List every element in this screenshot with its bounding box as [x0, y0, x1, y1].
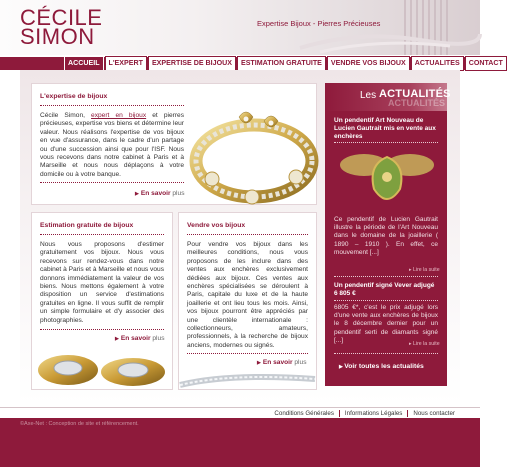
logo-line-1[interactable]: CÉCILE — [20, 5, 103, 30]
footer-link-conditions[interactable]: Conditions Générales — [274, 410, 334, 417]
actualites-column — [325, 83, 451, 386]
expertise-text-start: Cécile Simon, — [40, 112, 92, 119]
news-2-more-link[interactable] — [409, 341, 440, 347]
vendre-text: Pour vendre vos bijoux dans les meilleures conditions, nous vous proposons de les inclure dans des ventes aux enchères exclusivement dédiées aux bijoux. Ces ventes aux enchères spécialisées se déroulent à Paris, capitale du luxe et de la haute joaillerie et ont lieu tous les mois. Ainsi, vos bijoux pourront être appréciés par une clientèle internationale : collectionneurs, amateurs, professionnels, à la recherche de bijoux anciens, modernes ou signés. — [187, 241, 308, 349]
divider — [334, 300, 438, 301]
read-more-label: Lire la suite — [413, 341, 440, 347]
expertise-text-rest: et pierres précieuses, expertise vos biens et détermine leur valeur. Nous réalisons l'expertise de vos bijoux en vue d'assurance, dans le cadre d'un partage ou d'une succession ainsi que pour l'ISF. Nous vous recevons dans notre cabinet à Paris et à Marseille et nous nous déplaçons à votre domicile ou à votre banque. — [40, 112, 184, 178]
estimation-title: Estimation gratuite de bijoux — [40, 222, 134, 229]
arrow-right-icon: ▶ — [339, 364, 345, 370]
more-label: En savoir — [262, 359, 293, 366]
nav-vendre-bijoux[interactable]: VENDRE VOS BIJOUX — [327, 56, 410, 71]
arrow-right-icon: ▶ — [135, 191, 139, 197]
tagline: Expertise Bijoux - Pierres Précieuses — [257, 19, 381, 28]
more-label: En savoir — [120, 335, 151, 342]
divider — [40, 105, 184, 106]
news-1-text: Ce pendentif de Lucien Gautrait illustre la période de l'Art Nouveau dans le domaine de la joaillerie ( 1890 – 1910 ). En effet, ce mouvement [...] — [334, 216, 438, 256]
nav-accueil[interactable]: ACCUEIL — [64, 56, 104, 71]
news-1-more-link[interactable] — [409, 267, 440, 273]
news-1-title[interactable]: Un pendentif Art Nouveau de Lucien Gautrait mis en vente aux enchères — [334, 117, 436, 140]
nav-actualites[interactable]: ACTUALITES — [411, 56, 464, 71]
expertise-title: L'expertise de bijoux — [40, 93, 108, 100]
more-plus: plus — [172, 190, 185, 197]
all-news-label: Voir toutes les actualités — [344, 363, 424, 370]
header — [0, 0, 480, 55]
expertise-panel — [31, 83, 317, 205]
arrow-right-icon: ▶ — [257, 360, 261, 366]
expert-en-bijoux-link[interactable]: expert en bijoux — [91, 112, 147, 119]
divider — [334, 142, 438, 143]
footer — [0, 418, 480, 467]
jewelry-rings-image — [33, 348, 171, 388]
vendre-more-link[interactable] — [257, 359, 307, 366]
actualites-heading-reflection: ACTUALITÉS — [388, 98, 445, 108]
divider — [334, 353, 438, 354]
footer-link-contact[interactable]: Nous contacter — [407, 410, 460, 417]
divider — [40, 182, 184, 183]
more-label: En savoir — [140, 190, 171, 197]
divider — [187, 234, 308, 235]
main-nav — [64, 56, 508, 71]
nav-estimation-gratuite[interactable]: ESTIMATION GRATUITE — [237, 56, 326, 71]
arrow-right-icon: ▸ — [409, 341, 414, 347]
art-nouveau-pendant-image — [338, 145, 436, 211]
divider — [40, 329, 164, 330]
arrow-right-icon: ▸ — [409, 267, 414, 273]
footer-link-legal[interactable]: Informations Légales — [339, 410, 407, 417]
news-2-title[interactable]: Un pendentif signé Vever adjugé 6 805 € — [334, 282, 435, 297]
actualites-heading: ACTUALITÉS — [379, 88, 451, 100]
expertise-more-link[interactable] — [135, 190, 185, 197]
vendre-title: Vendre vos bijoux — [187, 222, 246, 229]
nav-contact[interactable]: CONTACT — [465, 56, 507, 71]
nav-expertise-bijoux[interactable]: EXPERTISE DE BIJOUX — [148, 56, 236, 71]
divider — [187, 353, 308, 354]
estimation-panel — [31, 212, 173, 390]
jewelry-bracelet-image — [192, 89, 315, 203]
all-news-link[interactable] — [339, 363, 424, 370]
divider — [40, 234, 164, 235]
diamond-bracelet-image — [180, 369, 315, 388]
footer-links — [269, 410, 460, 417]
actualites-header — [325, 83, 451, 111]
actualites-heading-les: Les — [360, 90, 377, 101]
divider — [334, 276, 438, 277]
more-plus: plus — [152, 335, 165, 342]
nav-expert[interactable]: L'EXPERT — [105, 56, 147, 71]
footer-divider — [0, 407, 480, 408]
vendre-panel — [178, 212, 317, 390]
news-2-text: 6805 €*, c'est le prix adjugé lors d'une vente aux enchères de bijoux le 8 décembre dernier pour un pendentif serti de diamants signé [...] — [334, 304, 438, 344]
decorative-stripes — [300, 0, 480, 55]
estimation-more-link[interactable] — [115, 335, 165, 342]
more-plus: plus — [294, 359, 307, 366]
expertise-text — [40, 112, 184, 179]
logo-line-2[interactable]: SIMON — [20, 24, 95, 49]
arrow-right-icon: ▶ — [115, 336, 119, 342]
read-more-label: Lire la suite — [413, 267, 440, 273]
estimation-text: Nous vous proposons d'estimer gratuitement vos bijoux. Nous vous recevons sur rendez-vous dans notre cabinet à Paris et à Marseille et nous vous donnons immédiatement la valeur de vos biens. Nous mettons également à votre disposition un service d'estimations gratuites en ligne. Il vous suffit de remplir un simple formulaire et d'y associer des photographies. — [40, 241, 164, 324]
footer-credits[interactable]: ©Axe-Net : Conception de site et référencement. — [20, 421, 139, 427]
